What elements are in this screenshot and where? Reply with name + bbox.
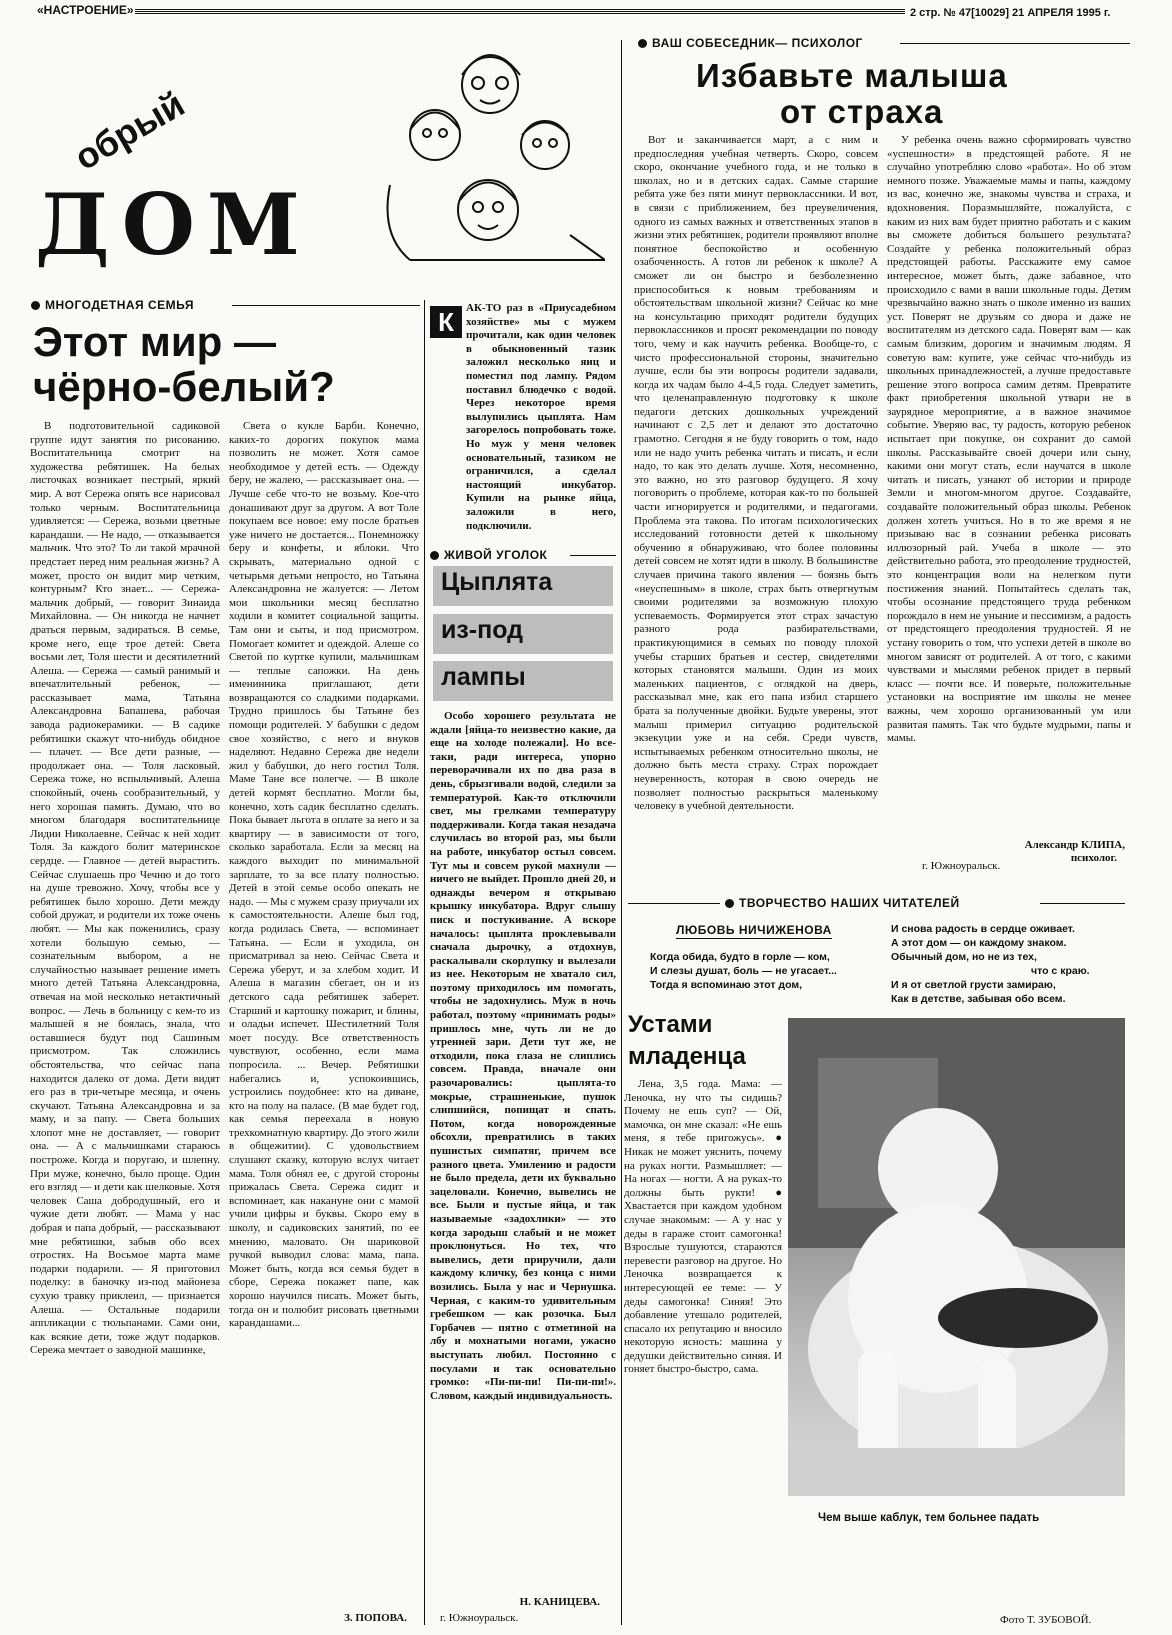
child-photo-icon (788, 1018, 1125, 1496)
chicks-title-line1: Цыплята (433, 566, 613, 606)
psych-col2-text: У ребенка очень важно сформировать чувство «успешности» в предстоящей работе. Я не случайно употребляю слово «работа». Но об этом немного позже. Уважаемые мамы и папы, каждому из вас, конечно же, знакомы чувства и страха, и вдохновения. Поразмышляйте, пожалуйста, с каким из них вам будет приятно работать и с каким вы сможете добиться большего результата? Создайте у ребенка положительный образ предстоящей работы. Расскажите ему самое интересное, может быть, даже забавное, что происходило с вами в ваши школьные годы. Детям чрезвычайно важно знать о школе именно из ваших уст. Поверят не друзьям со двора и даже не воспитателям из детского сада. Поверят вам — как самым близким, дорогим и значимым людям. Я советую вам: купите, уже сейчас что-нибудь из школьных принадлежностей, а лучше предоставьте решение этого вопроса самим детям. Превратите факт приобретения школьной утвари не в заурядное мероприятие, а в важное значимое событие. Уверяю вас, ту радость, которую ребенок испытает при покупке, он сохранит до самой школы. Рассказывайте своей дочери или сыну, какими они могут стать, если научатся в школе читать и писать, узнают об истории и природе Земли и многом-многом другое. Создавайте, создавайте положительный образ школы. Ребенок должен хотеть учиться. Но в то же время я не призываю вас в сознании ребенка рисовать иллюзорный рай. Учеба в школе — это действительно работа, это преодоление трудностей, это концентрация воли на нелегком пути постижения знаний. Попытайтесь сделать так, чтобы осознание предстоящего труда ребенком порождало в нем не уныние и пессимизм, а радость от предстоящего преодоления трудностей. Я не устану говорить о том, что успехи детей в школе во многом зависят от родителей. А от того, с какими чувствами и мыслями ребенок придет в первый класс — почти все. И поверьте, положительные установки на восприятие им школы не менее важны, чем хорошо организованный ум или развитая память. Так что будьте мудрыми, папы и мамы. (887, 134, 1131, 745)
psych-col1-text: Вот и заканчивается март, а с ним и предпоследняя учебная четверть. Скоро, совсем скоро, окончание учебного года, и не только в школах, но и в детских садах. Самые старшие ребята уже без пяти минут первоклассники. И вот, в связи с приближением, без преувеличения, одного из самых важных и ответственных этапов в жизни этих ребятишек, родители проявляют вполне понятное беспокойство и особенную озабоченность. А готов ли ребенок к школе? А сможет ли он быстро и безболезненно приспособиться к новым требованиям и обстоятельствам школьной жизни? Сейчас ко мне на консультацию приходят родители будущих первоклассников и просят рекомендации по поводу того, чему и как научить ребенка. Вообще-то, с чисто профессиональной стороны, значительно лучше, если бы эти вопросы родители задавали, когда их чадам было 4-4,5 года. Следует заметить, что целенаправленную подготовку к школе педагоги детских дошкольных учреждений начинают с 2,5 лет и делают это достаточно грамотно. Сегодня я не буду говорить о том, надо или не надо учить ребенка читать и писать, и если надо, то как это делать лучше. Хотя, несомненно, это важно, но это разговор будущего. Я хочу поговорить о проблеме, которая как-то по большей части игнорируется и родителями, и педагогами. Проблема эта такова. По итогам психологических исследований готовности детей к школьному обучению я обнаруживаю, что более половины детей совсем не хотят идти в школу. В большинстве случаев причина такого явления — боязнь быть «неуспешным» в школе, страх быть отвергнутым своими родителями за возможную плохую успеваемость. Формируется этот страх зачастую разного рода разбирательствами, практикующимися в семьях по поводу плохой учебы старших братьев и сестер, свидетелями которых становятся малыши. Один из моих маленьких пациентов, с оглядкой на дверь, рассказывал мне, как его папа избил старшего брата за полученные двойки. Будьте уверены, этот малыш примерил ситуацию родительской экзекуции уже и на себя. Среди чувств, испытываемых ребенком относительно школы, не должно быть места страху. Страх порождает неуверенность, которая в свою очередь не позволяет полностью раскрыться маленькому человеку в учебной деятельности. (634, 134, 878, 813)
bullet-icon (430, 551, 439, 560)
poem-author: ЛЮБОВЬ НИЧИЖЕНОВА (676, 923, 832, 937)
baby-title-line1: Устами (628, 1011, 713, 1038)
family-drawing-icon (370, 35, 605, 280)
logo-big-text: ДОМ (35, 175, 312, 274)
rubric-rule (570, 555, 616, 556)
rubric-psych (638, 36, 863, 50)
section-logo (30, 50, 360, 290)
drop-cap: К (430, 306, 462, 338)
logo-small-text: обрый (67, 83, 192, 179)
rubric-readers (725, 896, 960, 910)
chicks-body (430, 710, 616, 1600)
baby-title-line2: младенца (628, 1043, 746, 1070)
rubric-text: ЖИВОЙ УГОЛОК (444, 548, 548, 562)
baby-body (624, 1078, 782, 1628)
article-title-line2: чёрно-белый? (33, 363, 335, 410)
poem-line: что с краю. (1031, 965, 1090, 977)
photo-credit: Фото Т. ЗУБОВОЙ. (1000, 1614, 1092, 1626)
poem-line: И я от светлой грусти замираю, (891, 979, 1056, 991)
rubric-text: МНОГОДЕТНАЯ СЕМЬЯ (45, 298, 194, 312)
rubric-family (31, 298, 194, 312)
rubric-rule (232, 305, 420, 306)
article-family-col2 (229, 420, 419, 1610)
article-family-signature: З. ПОПОВА. (344, 1612, 407, 1624)
readers-rule-right (1040, 903, 1125, 904)
masthead-rule (135, 9, 905, 14)
issue-info: 2 стр. № 47[10029] 21 АПРЕЛЯ 1995 г. (910, 7, 1111, 19)
chicks-title-line3: лампы (433, 661, 613, 701)
photo-caption: Чем выше каблук, тем больнее падать (818, 1512, 1040, 1524)
bullet-icon (725, 899, 734, 908)
bullet-icon (638, 39, 647, 48)
article-family-col1-text: В подготовительной садиковой группе идут занятия по рисованию. Воспитательница смотрит на художества ребятишек. На белых листочках возникает пестрый, яркий мир. А вот Сережа опять все нарисовал только черным. Воспитательница удивляется: — Сережа, возьми цветные карандаши. — Не надо, — отказывается мальчик. Что это? То ли такой мрачной предстает перед ним реальная жизнь? А может, просто он видит мир четким, контурным? Кто знает... — Сережа-мальчик добрый, — говорит Зинаида Михайловна. — Он никогда не начнет драться первым, задираться. В семье, кроме него, еще трое детей: Света восьми лет, Толя шести и десятилетний Алеша. — Сережа — самый ранимый и впечатлительный ребенок, — рассказывает мама, Татьяна Александровна Бапашева, рабочая завода радиокерамики. — В садике ребятишки скажут что-нибудь обидное — плачет. — Все дети разные, — продолжает она. — Толя ласковый. Сережа тоже, но вспыльчивый. Алеша спокойный, очень сообразительный, у него хорошая память. Думаю, что во многом благодаря воспитательнице Лидии Николаевне. Сейчас к ней ходит Толя. За каждого болит материнское сердце. — Главное — детей вырастить. Сейчас слушаешь про Чечню и до того на душе тревожно. Хочу, чтобы все у ребятишек было хорошо. Дети между собой дружат, и родители их тоже очень любят. — Мы как поженились, сразу хотели большую семью, — сознательным выбором, а не случайностью называет решение иметь много детей Татьяна Александровна, отвечая на мой несколько нетактичный вопрос. — Лечь в больницу с кем-то из малышей я не боялась, знала, что оставшиеся будут под Сашиным присмотром. Так сложились обстоятельства, что сейчас папа находится далеко от дома. Дети видят его раз в три-четыре месяца, и очень скучают. Татьяна Александровна и за маму, и за папу. — Света больших хлопот мне не доставляет, — говорит она. — А с мальчишками стараюсь построже. Когда и поругаю, и шлепну. При муже, конечно, было проще. Один его взгляд — и дети как шелковые. Хотя человек Саша добродушный, его и чужие дети любят. — Мама у нас добрая и папа добрый, — рассказывают мне ребятишки, забыв обо всех отростях. На Восьмое марта маме подарки подарили. — Я приготовил поделку: в баночку из-под майонеза сухую травку приклеил, — признается Алеша. — Остальные подарили аппликации с тюльпанами. Сами они, как всякие дети, тоже ждут подарков. Сережа мечтает о заводной машинке, (30, 420, 220, 1357)
psych-col2 (887, 134, 1131, 840)
poem-line: Тогда я вспоминаю этот дом, (650, 979, 803, 991)
poem-line: И снова радость в сердце оживает. (891, 923, 1075, 935)
poem-left (650, 950, 890, 992)
poem-line: Обычный дом, но не из тех, (891, 951, 1037, 963)
psych-city: г. Южноуральск. (922, 860, 1001, 872)
poem-line: И слезы душат, боль — не угасает... (650, 965, 837, 977)
chicks-intro-box (430, 302, 616, 532)
poem-line: А этот дом — он каждому знаком. (891, 937, 1067, 949)
psych-title-line1: Избавьте малыша (696, 57, 1008, 94)
poem-line: Когда обида, будто в горле — ком, (650, 951, 830, 963)
chicks-body-text: Особо хорошего результата не ждали [яйца-то неизвестно какие, да еще на холоде полежали]. Но все-таки, ради интереса, упорно переворачивали их по два раза в день, сбрызгивали водой, следили за температурой. Как-то отключили свет, мы грелками температуру поддерживали. Когда такая незадача случилась во второй раз, мы были на работе, инкубатор остыл совсем. Тут мы и совсем рукой махнули — ничего не выйдет. Прошло дней 20, и однажды вечером я открываю крышку инкубатора. Вдруг слышу писк и постукивание. А вскоре началось: цыплята проклевывали сначала дырочку, а отдохнув, раскалывали скорлупку и вылезали из нее. Некоторым не хватало сил, поэтому приходилось им помогать, чтобы не задохнулись. Муж в ночь работал, поэтому «принимать роды» пришлось мне, чуть ли не до утренней зари. Дети тут же, не отходили, пока глаза не слиплись совсем. Правда, вначале они разочаровались: цыплята-то мокрые, страшненькие, пушок слипшийся, попищат и спать. Потом, когда новорожденные обсохли, превратились в таких пушистых симпатяг, причем все разного цвета. Умилению и радости не было предела, дети их буквально зацеловали. Конечно, вывелись не все. Были и пустые яйца, и так называемые «задохлики» — это когда зародыш слабый и не может проклюнуться. Но тех, что вывелись, дети приручили, дали каждому кличку, без конца с ними возились. Была у нас и Чернушка. Черная, с каким-то удивительным гребешком — как розочка. Был Горбачев — пятно с отметиной на лбу и мохнатыми ногами, ужасно выступать любил. Постоянно с посулами и так основательно громко: «Пи-пи-пи! Пи-пи-пи!». Словом, каждый индивидуальность. (430, 710, 616, 1402)
rubric-chicks (430, 548, 547, 562)
bullet-icon (31, 301, 40, 310)
psych-signature-role: психолог. (1070, 852, 1117, 864)
poem-right (891, 922, 1126, 1006)
rubric-text: ВАШ СОБЕСЕДНИК— ПСИХОЛОГ (652, 36, 863, 50)
poem-line: Как в детстве, забывая обо всем. (891, 993, 1066, 1005)
rubric-rule (900, 43, 1130, 44)
column-rule (621, 40, 622, 1625)
column-rule (424, 300, 425, 1625)
psych-title-line2: от страха (780, 93, 944, 130)
newspaper-name: «НАСТРОЕНИЕ» (37, 3, 134, 17)
readers-rule-left (628, 903, 720, 904)
baby-photo (788, 1018, 1125, 1496)
chicks-city: г. Южноуральск. (440, 1612, 519, 1624)
baby-body-text: Лена, 3,5 года. Мама: — Леночка, ну что ты сидишь? Почему не ешь суп? — Ой, мамочка, он мне сказал: «Не ешь меня, я тебе пригожусь». ● Никак не может уяснить, почему на руках ногти. Размышляет: — На ногах — ногти. А на руках-то должны быть рукти! ● Хвастается при каждом удобном случае знакомым: — А у нас у деды в гараже стоит самогонка! Взрослые тушуются, стараются перевести разговор на другое. Но Леночка возвращается к интересующей ее теме: — У деды самогонка! Синяя! Это добавление утешало родителей, спасало их репутацию и вносило некоторую ясность: машина у дедушки действительно синяя. И гоняет быстро-быстро, сама. (624, 1078, 782, 1376)
article-family-col1 (30, 420, 220, 1625)
article-family-col2-text: Света о кукле Барби. Конечно, каких-то дорогих покупок мама позволить не может. Хотя самое необходимое у детей есть. — Одежду беру, не жалею, — рассказывает она. — Лучше себе что-то не возьму. Кое-что донашивают друг за другом. А вот Толе покупаем все новое: ему после братьев уже ничего не достается... Понемножку беру и конфеты, и яблоки. Что скрывать, материально одной с четырьмя детьми непросто, но Татьяна Александровна не жалуется: — Летом мои школьники месяц бесплатно ходили в комитет социальной защиты. Там они и сыты, и под присмотром. Помогает комитет и одеждой. Алеше со Светой по куртке купили, мальчишкам — теплые сапожки. На день именинника приглашают, дети возвращаются со сладкими подарками. Трудно пришлось бы Татьяне без помощи родителей. У бабушки с дедом свое хозяйство, с него и внуков наделяют. Недавно Сережа две недели жил у бабушки, до него гостил Толя. Маме Тане все полегче. — В школе детей кормят бесплатно. Могли бы, конечно, хоть садик бесплатно сделать. Пока бывает льгота в оплате за него и за квартиру — в зависимости от того, сколько заработала. Если за месяц на каждого выходит по минимальной зарплате, то за все плату полностью. Детей в этой семье особо опекать не надо. — Мы с мужем сразу приучали их к самостоятельности. Алеше был год, когда родилась Света, — вспоминает Татьяна. — Если я уходила, он присматривал за нею. Сейчас Света и Сережа уберут, и за хлебом ходит. И Алеша в магазин сбегает, он и из детского сада ребятишек заберет. Старший и картошку пожарит, и блины, и оладьи испечет. Шестилетний Толя моет посуду. Все ответственность чувствуют, особенно, если мама попросила. ... Вечер. Ребятишки набегались и, успокоившись, устроились поудобнее: кто на диване, кто на полу на паласе. (В мае будет год, как семья переехала в новую трехкомнатную квартиру. До этого жили в общежитии). С удовольствием слушают сказку, которую вслух читает мама. Толя обнял ее, с другой стороны прижалась Света. Сережа сидит и вспоминает, как накануне они с мамой учили цифры и буквы. Скоро ему в школу, и садиковских занятий, по ее мнению, маловато. Он шариковой ручкой выводил слова: мама, папа. Может быть, когда вся семья будет в сборе, Сережа покажет папе, как хорошо научился писать. Может быть, тогда он и полюбит рисовать цветными карандашами... (229, 420, 419, 1330)
article-title-line1: Этот мир — (33, 318, 276, 365)
rubric-text: ТВОРЧЕСТВО НАШИХ ЧИТАТЕЛЕЙ (739, 896, 960, 910)
chicks-intro-text: АК-ТО раз в «Приусадебном хозяйстве» мы с мужем прочитали, как один человек в обыкновенный тазик заложил несколько яиц и поместил под лампу. Рядом поставил блюдечко с водой. Через некоторое время вылупились цыплята. Нам загорелось попробовать тоже. Но муж у меня человек основательный, тазиком не ограничился, а сделал настоящий инкубатор. Купили на рынке яйца, заложили в него, подключили. (466, 302, 616, 532)
psych-signature-name: Александр КЛИПА, (1024, 839, 1125, 851)
psych-col1 (634, 134, 878, 876)
chicks-title-line2: из-под (433, 614, 613, 654)
chicks-signature: Н. КАНИЦЕВА. (519, 1596, 600, 1608)
